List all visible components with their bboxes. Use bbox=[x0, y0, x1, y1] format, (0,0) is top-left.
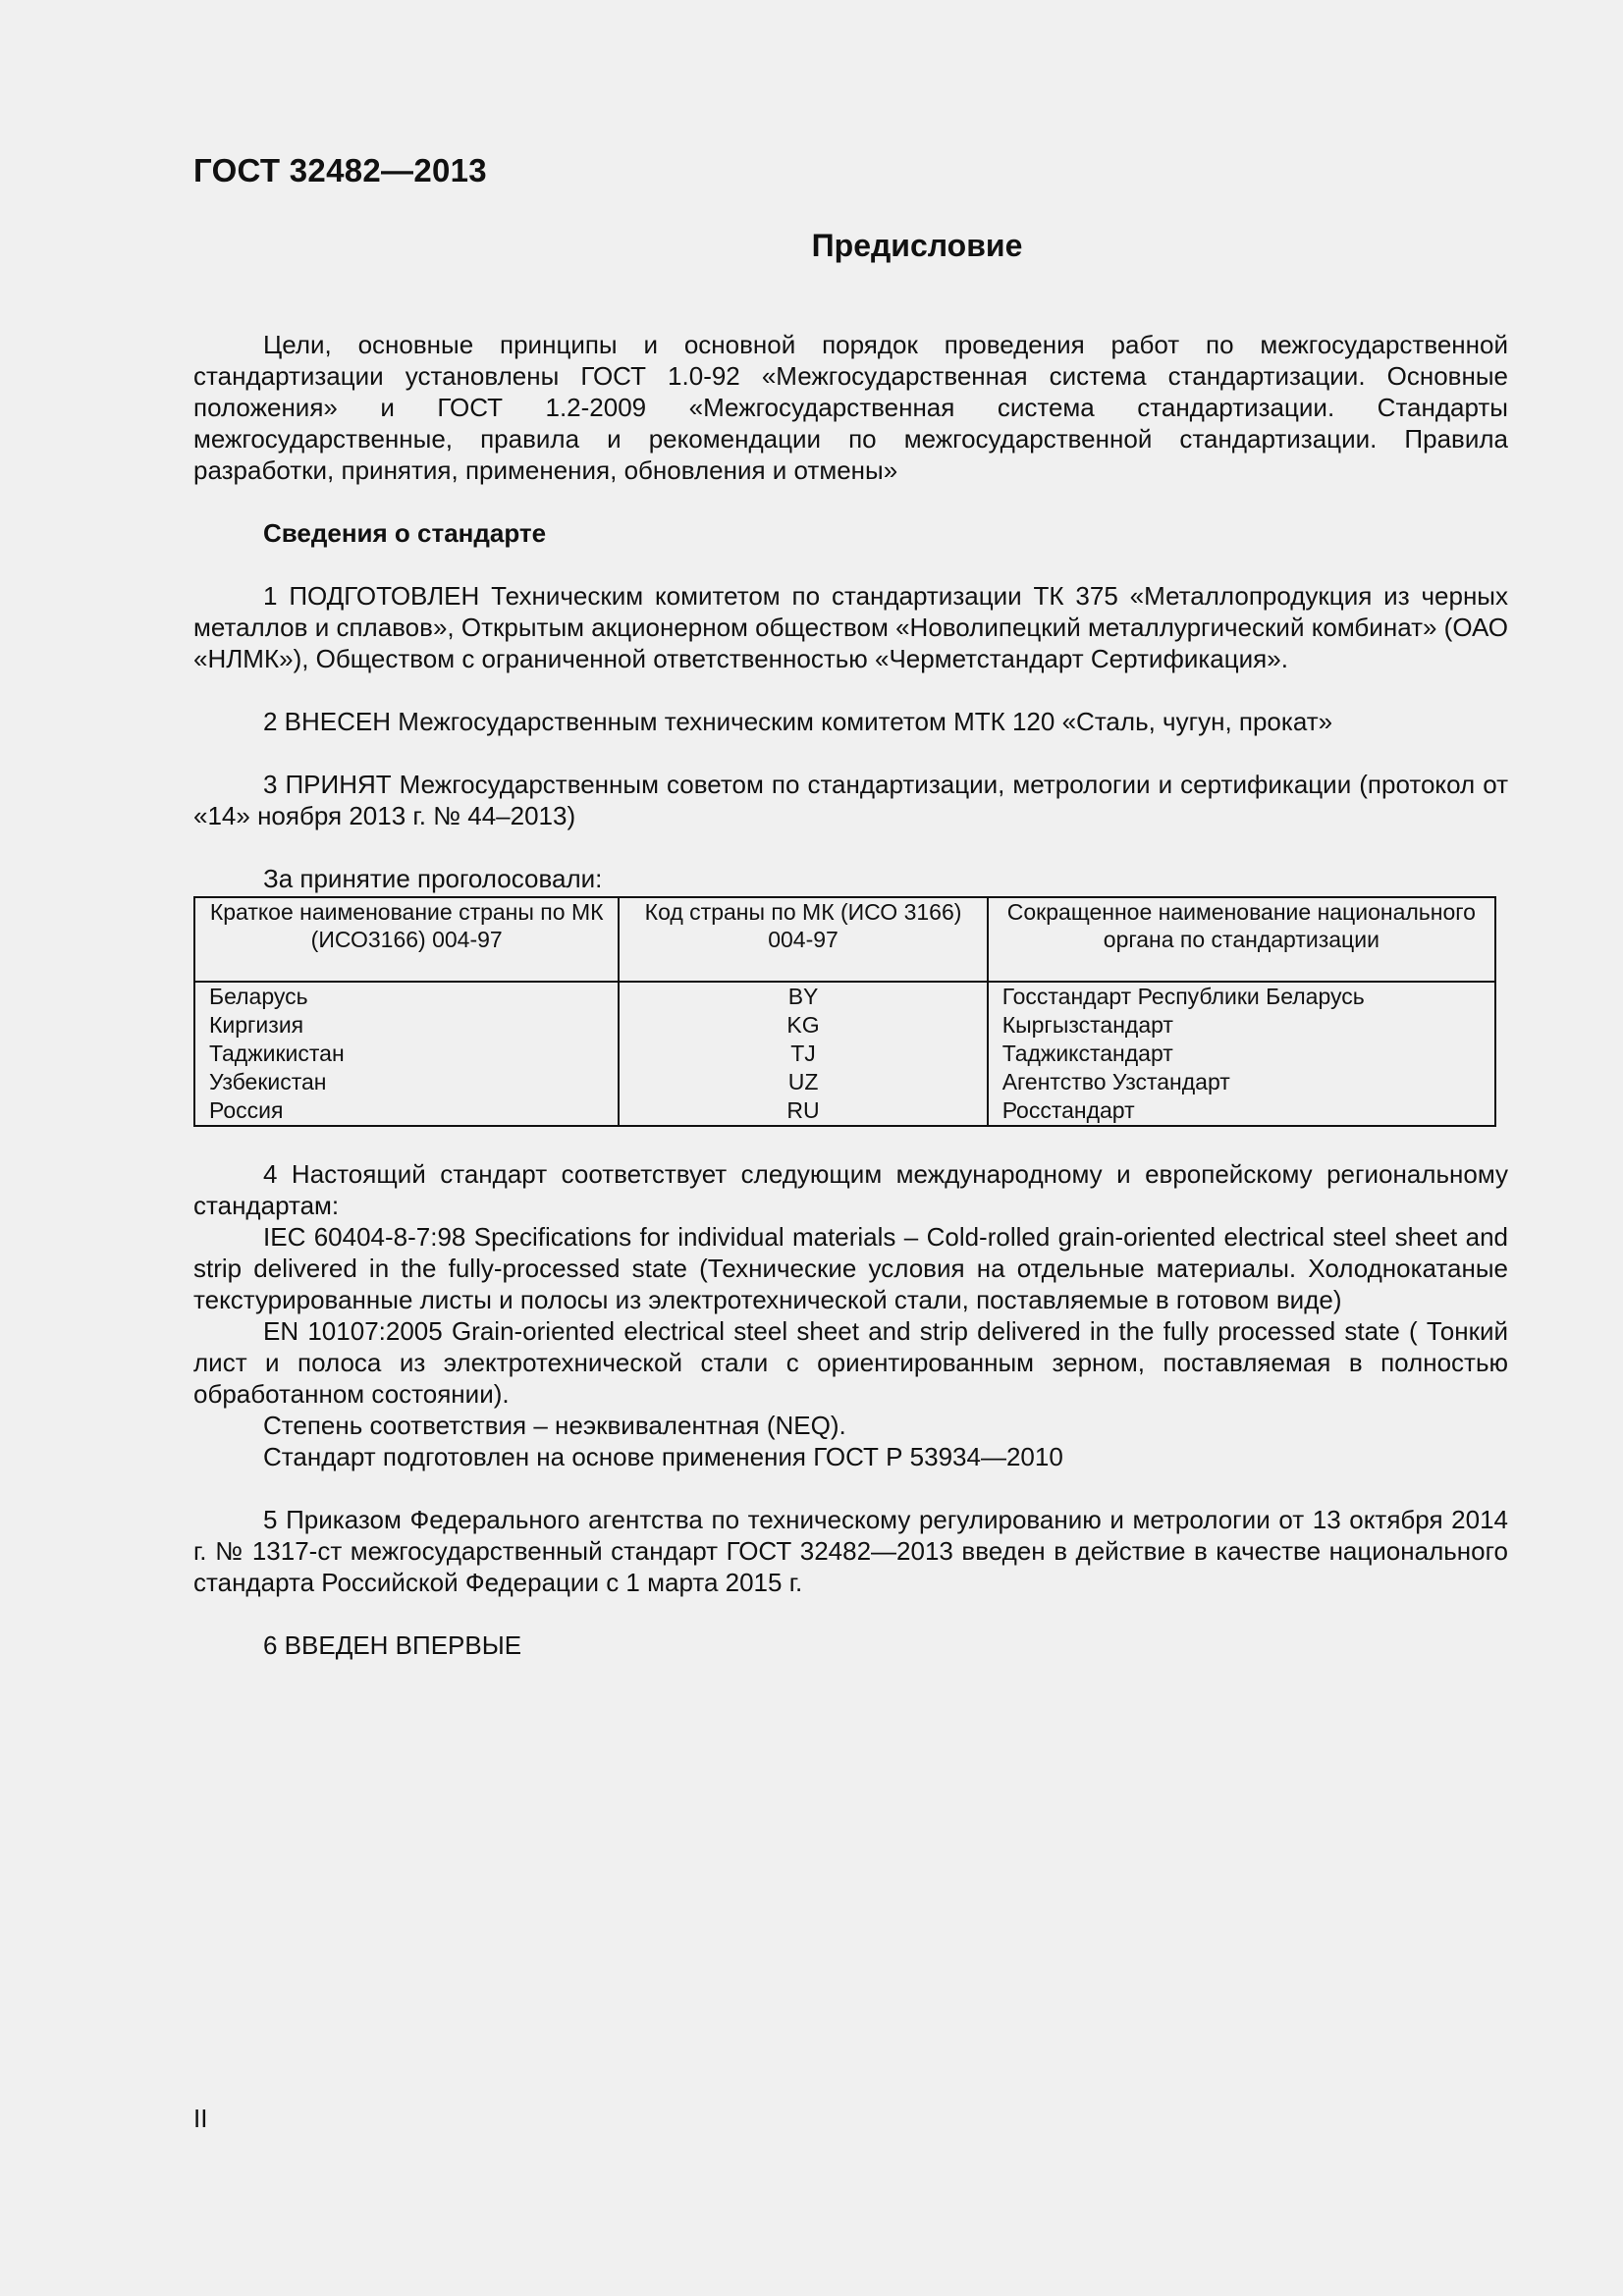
table-row bbox=[194, 1068, 1495, 1096]
item-5: 5 Приказом Федерального агентства по техническому регулированию и метрологии от 13 октября 2014 г. № 1317-ст межгосударственный стандарт ГОСТ 32482—2013 введен в действие в качестве национального стандарта Российской Федерации с 1 марта 2015 г. bbox=[193, 1505, 1508, 1597]
code-cell: TJ bbox=[619, 1040, 987, 1068]
item-4-en: EN 10107:2005 Grain-oriented electrical steel sheet and strip delivered in the fully processed state ( Тонкий лист и полоса из электротехнической стали с ориентированным зерном, поставляемая в полностью обработанном состоянии). bbox=[193, 1316, 1508, 1409]
vote-table bbox=[193, 896, 1496, 1127]
intro-paragraph: Цели, основные принципы и основной порядок проведения работ по межгосударственной стандартизации установлены ГОСТ 1.0-92 «Межгосударственная система стандартизации. Основные положения» и ГОСТ 1.2-2009 «Межгосударственная система стандартизации. Стандарты межгосударственные, правила и рекомендации по межгосударственной стандартизации. Правила разработки, принятия, применения, обновления и отмены» bbox=[193, 330, 1508, 485]
document-body bbox=[193, 329, 1508, 1661]
vote-table-header-row bbox=[194, 897, 1495, 982]
item-4-degree: Степень соответствия – неэквивалентная (NEQ). bbox=[263, 1411, 846, 1440]
body-cell: Росстандарт bbox=[988, 1096, 1495, 1126]
vote-table-header-country: Краткое наименование страны по МК (ИСО3166) 004-97 bbox=[194, 897, 619, 982]
body-cell: Кыргызстандарт bbox=[988, 1011, 1495, 1040]
item-2: 2 ВНЕСЕН Межгосударственным техническим комитетом МТК 120 «Сталь, чугун, прокат» bbox=[263, 707, 1333, 736]
vote-table-header-code: Код страны по МК (ИСО 3166) 004-97 bbox=[619, 897, 987, 982]
body-cell: Таджикстандарт bbox=[988, 1040, 1495, 1068]
vote-table-header-body: Сокращенное наименование национального органа по стандартизации bbox=[988, 897, 1495, 982]
page-number: II bbox=[193, 2104, 208, 2133]
country-cell: Россия bbox=[194, 1096, 619, 1126]
item-4-basis: Стандарт подготовлен на основе применения ГОСТ Р 53934—2010 bbox=[263, 1442, 1063, 1471]
table-row bbox=[194, 1096, 1495, 1126]
page-title: Предисловие bbox=[811, 228, 1023, 263]
item-3: 3 ПРИНЯТ Межгосударственным советом по стандартизации, метрологии и сертификации (протокол от «14» ноября 2013 г. № 44–2013) bbox=[193, 770, 1508, 830]
table-row bbox=[194, 982, 1495, 1011]
body-cell: Госстандарт Республики Беларусь bbox=[988, 982, 1495, 1011]
code-cell: KG bbox=[619, 1011, 987, 1040]
code-cell: UZ bbox=[619, 1068, 987, 1096]
country-cell: Узбекистан bbox=[194, 1068, 619, 1096]
item-4-iec: IEC 60404-8-7:98 Specifications for individual materials – Cold-rolled grain-oriented electrical steel sheet and strip delivered in the fully-processed state (Технические условия на отдельные материалы. Холоднокатаные текстурированные листы и полосы из электротехнической стали, поставляемые в готовом виде) bbox=[193, 1222, 1508, 1314]
code-cell: RU bbox=[619, 1096, 987, 1126]
table-row bbox=[194, 1011, 1495, 1040]
document-header: ГОСТ 32482—2013 bbox=[193, 152, 487, 188]
country-cell: Таджикистан bbox=[194, 1040, 619, 1068]
item-1: 1 ПОДГОТОВЛЕН Техническим комитетом по стандартизации ТК 375 «Металлопродукция из черных металлов и сплавов», Открытым акционерном обществом «Новолипецкий металлургический комбинат» (ОАО «НЛМК»), Обществом с ограниченной ответственностью «Черметстандарт Сертификация». bbox=[193, 581, 1508, 673]
code-cell: BY bbox=[619, 982, 987, 1011]
info-heading: Сведения о стандарте bbox=[263, 518, 547, 548]
item-6: 6 ВВЕДЕН ВПЕРВЫЕ bbox=[263, 1630, 522, 1660]
vote-caption: За принятие проголосовали: bbox=[263, 864, 603, 893]
country-cell: Киргизия bbox=[194, 1011, 619, 1040]
table-row bbox=[194, 1040, 1495, 1068]
item-4: 4 Настоящий стандарт соответствует следующим международному и европейскому региональному стандартам: bbox=[193, 1159, 1508, 1220]
body-cell: Агентство Узстандарт bbox=[988, 1068, 1495, 1096]
country-cell: Беларусь bbox=[194, 982, 619, 1011]
